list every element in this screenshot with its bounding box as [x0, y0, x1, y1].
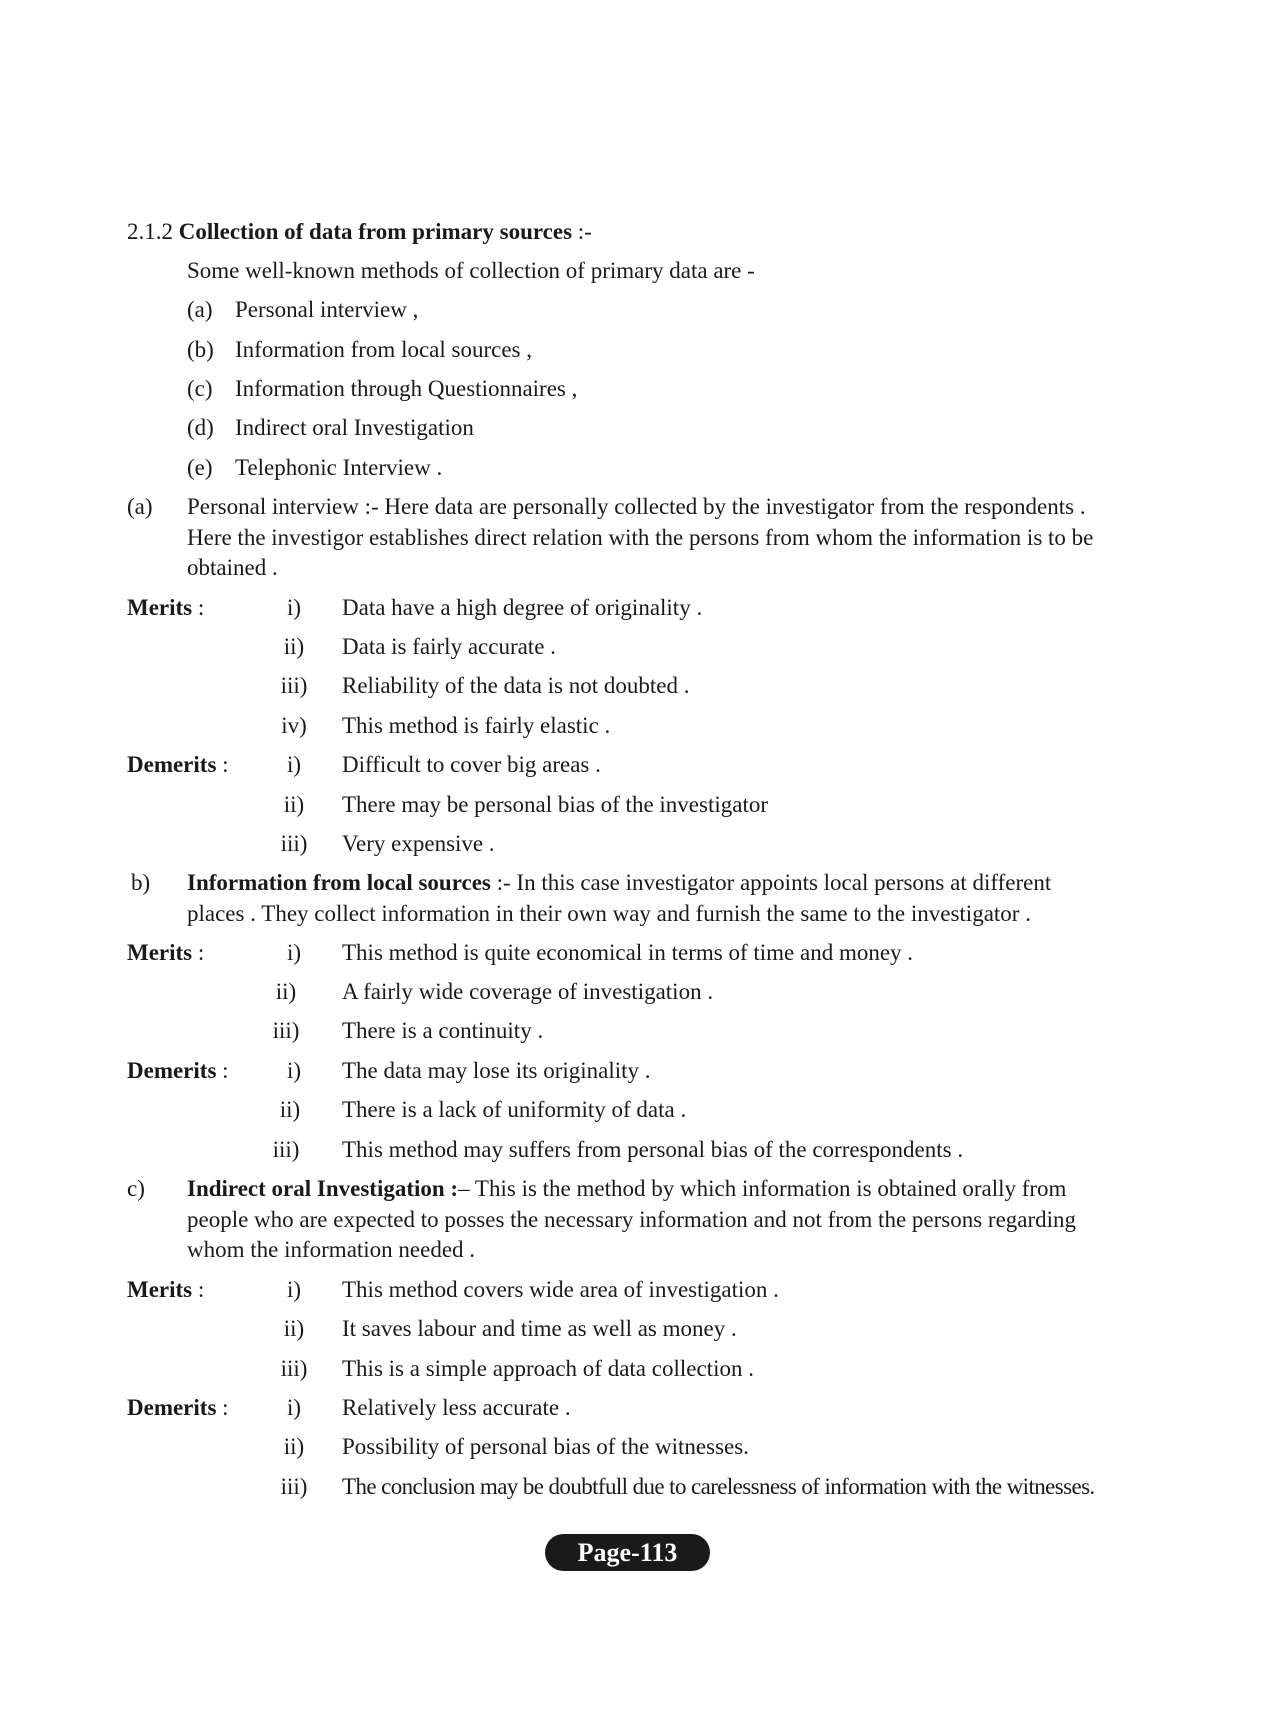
paragraph-line: whom the information needed .	[187, 1237, 476, 1262]
item-numeral: iii)	[280, 673, 308, 698]
item-numeral: ii)	[283, 792, 305, 817]
method-label: (b)	[187, 337, 214, 362]
paragraph-line: people who are expected to posses the necessary information and not from the persons regarding	[187, 1206, 1077, 1232]
item-numeral: i)	[286, 1395, 302, 1420]
section-number: 2.1.2	[127, 219, 173, 244]
page-number-badge: Page-113	[545, 1534, 710, 1571]
demerits-label: Demerits :	[127, 752, 229, 777]
section-b-label: b)	[131, 870, 151, 895]
item-numeral: iv)	[281, 713, 307, 738]
merits-label: Merits :	[127, 1277, 205, 1302]
paragraph-line: Information from local sources :- In this case investigator appoints local persons at different	[187, 870, 1052, 895]
method-item: Telephonic Interview .	[235, 455, 443, 480]
merit-item: A fairly wide coverage of investigation .	[342, 979, 714, 1004]
paragraph-line: obtained .	[187, 555, 278, 580]
section-a-paragraph	[187, 492, 1093, 584]
item-numeral: i)	[286, 1277, 302, 1302]
item-numeral: ii)	[279, 1097, 301, 1122]
merits-label: Merits :	[127, 595, 205, 620]
paragraph-line: Personal interview :- Here data are personally collected by the investigator from the respondents .	[187, 494, 1086, 519]
merit-item: This method is fairly elastic .	[342, 713, 611, 738]
item-numeral: iii)	[272, 1137, 300, 1162]
demerit-item: There is a lack of uniformity of data .	[342, 1097, 687, 1122]
method-label: (c)	[187, 376, 213, 401]
item-numeral: ii)	[283, 634, 305, 659]
demerit-item: This method may suffers from personal bias of the correspondents .	[342, 1137, 964, 1162]
item-numeral: ii)	[275, 979, 297, 1004]
section-title: Collection of data from primary sources	[178, 219, 573, 244]
demerits-label: Demerits :	[127, 1395, 229, 1420]
merits-label: Merits :	[127, 940, 205, 965]
method-label: (d)	[187, 415, 214, 440]
method-item: Information through Questionnaires ,	[235, 376, 578, 401]
demerit-item: Difficult to cover big areas .	[342, 752, 601, 777]
item-numeral: i)	[286, 595, 302, 620]
intro-text: Some well-known methods of collection of primary data are -	[187, 258, 755, 283]
method-item: Indirect oral Investigation	[235, 415, 474, 440]
item-numeral: iii)	[280, 831, 308, 856]
item-numeral: i)	[286, 752, 302, 777]
section-c-paragraph	[187, 1174, 1076, 1266]
section-heading	[127, 217, 592, 247]
item-numeral: iii)	[280, 1356, 308, 1381]
paragraph-line: places . They collect information in their own way and furnish the same to the investigator .	[187, 900, 1031, 926]
item-numeral: i)	[286, 1058, 302, 1083]
merit-item: Data is fairly accurate .	[342, 634, 556, 659]
merit-item: Data have a high degree of originality .	[342, 595, 703, 620]
paragraph-line: Indirect oral Investigation :– This is the method by which information is obtained orally from	[187, 1176, 1067, 1201]
demerit-item: Very expensive .	[342, 831, 495, 856]
section-a-label: (a)	[127, 494, 153, 519]
merit-item: This method is quite economical in terms of time and money .	[342, 940, 914, 965]
demerit-item: There may be personal bias of the investigator	[342, 792, 768, 817]
merit-item: This is a simple approach of data collection .	[342, 1356, 754, 1381]
method-item: Information from local sources ,	[235, 337, 532, 362]
method-item: Personal interview ,	[235, 297, 419, 322]
section-suffix: :-	[572, 219, 592, 244]
section-c-label: c)	[127, 1176, 145, 1201]
item-numeral: ii)	[283, 1316, 305, 1341]
method-label: (a)	[187, 297, 213, 322]
merit-item: There is a continuity .	[342, 1018, 544, 1043]
merit-item: Reliability of the data is not doubted .	[342, 673, 690, 698]
method-label: (e)	[187, 455, 213, 480]
section-b-paragraph	[187, 868, 1051, 929]
demerit-item: The conclusion may be doubtfull due to carelessness of information with the witnesses.	[342, 1474, 1095, 1499]
item-numeral: i)	[286, 940, 302, 965]
paragraph-line: Here the investigor establishes direct relation with the persons from whom the information is to be	[187, 524, 1094, 550]
demerits-label: Demerits :	[127, 1058, 229, 1083]
demerit-item: The data may lose its originality .	[342, 1058, 651, 1083]
demerit-item: Possibility of personal bias of the witnesses.	[342, 1434, 749, 1459]
item-numeral: iii)	[272, 1018, 300, 1043]
merit-item: This method covers wide area of investigation .	[342, 1277, 779, 1302]
item-numeral: ii)	[283, 1434, 305, 1459]
item-numeral: iii)	[280, 1474, 308, 1499]
merit-item: It saves labour and time as well as money .	[342, 1316, 737, 1341]
demerit-item: Relatively less accurate .	[342, 1395, 571, 1420]
